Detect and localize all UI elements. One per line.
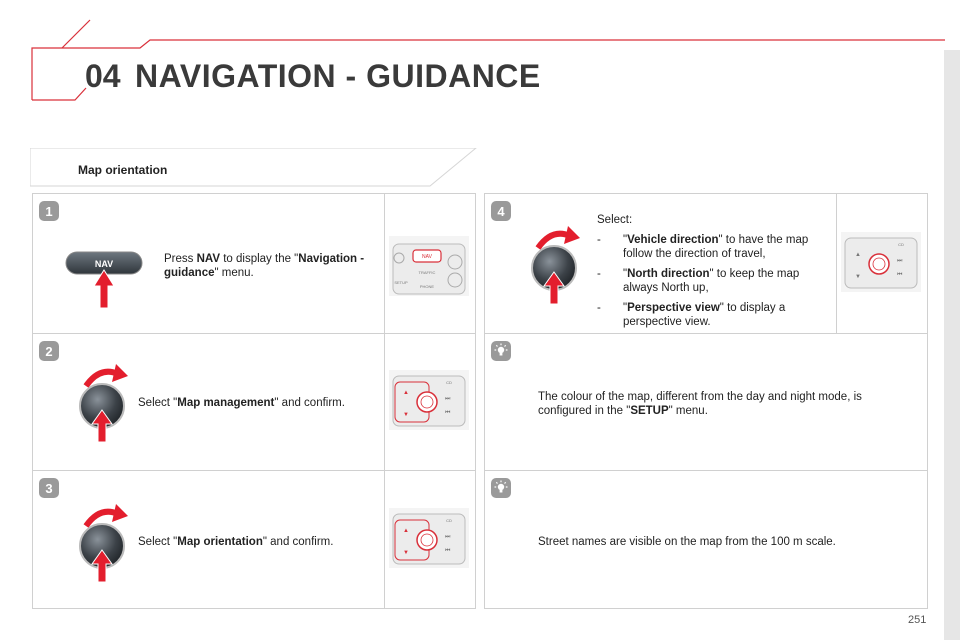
svg-text:NAV: NAV — [422, 254, 432, 260]
right-panel-image-divider — [836, 193, 837, 333]
left-panel-divider-1 — [32, 333, 476, 334]
svg-text:▼: ▼ — [403, 412, 409, 418]
svg-text:⏭: ⏭ — [445, 396, 451, 402]
nav-button-illustration — [64, 250, 148, 310]
svg-text:▲: ▲ — [403, 390, 409, 396]
option-vehicle-direction: - "Vehicle direction" to have the map follow the direction of travel, — [597, 234, 809, 260]
step-3-control-panel-image — [389, 508, 469, 568]
step-3-badge — [39, 478, 59, 498]
chapter-title: NAVIGATION - GUIDANCE — [135, 58, 541, 94]
tip-1-text: The colour of the map, different from the day and night mode, is configured in the "SETUP" menu. — [538, 391, 862, 417]
page-side-bar — [944, 50, 960, 640]
tip-1-lightbulb-icon — [491, 341, 511, 361]
step-2-rotary-knob-illustration — [70, 360, 140, 444]
step-1-control-panel-image — [389, 236, 469, 296]
svg-text:▼: ▼ — [855, 274, 861, 280]
tip-2-text: Street names are visible on the map from the 100 m scale. — [538, 536, 836, 548]
svg-text:CD: CD — [898, 242, 904, 247]
svg-text:▼: ▼ — [403, 550, 409, 556]
step-1-badge — [39, 201, 59, 221]
svg-text:CD: CD — [446, 518, 452, 523]
step-2-control-panel-image — [389, 370, 469, 430]
step-3-rotary-knob-illustration — [70, 500, 140, 584]
step-1-text: Press NAV to display the "Navigation - guidance" menu. — [164, 253, 365, 279]
page-number: 251 — [908, 614, 927, 626]
step-2-badge — [39, 341, 59, 361]
step-2-number: 2 — [45, 344, 53, 359]
step-4-text — [597, 213, 833, 335]
option-north-direction: - "North direction" to keep the map always North up, — [597, 268, 800, 294]
step-4-number: 4 — [497, 204, 505, 219]
svg-text:⏮: ⏮ — [445, 410, 451, 416]
left-panel-image-divider — [384, 193, 385, 609]
section-title: Map orientation — [78, 163, 168, 177]
svg-text:TRAFFIC: TRAFFIC — [418, 270, 436, 275]
svg-text:⏮: ⏮ — [897, 272, 903, 278]
step-4-control-panel-image — [841, 232, 921, 292]
step-4-rotary-knob-illustration — [522, 222, 592, 306]
svg-text:⏮: ⏮ — [445, 548, 451, 554]
right-panel-divider-2 — [484, 470, 928, 471]
step-3-number: 3 — [45, 481, 53, 496]
svg-text:PHONE: PHONE — [419, 284, 435, 289]
chapter-number: 04 — [85, 58, 121, 94]
svg-text:⏭: ⏭ — [897, 258, 903, 264]
svg-text:▲: ▲ — [403, 528, 409, 534]
svg-text:CD: CD — [446, 380, 452, 385]
tip-2-lightbulb-icon — [491, 478, 511, 498]
step-3-text: Select "Map orientation" and confirm. — [138, 536, 334, 548]
svg-text:⏭: ⏭ — [445, 534, 451, 540]
step-2-text: Select "Map management" and confirm. — [138, 397, 345, 409]
svg-text:▲: ▲ — [855, 252, 861, 258]
option-perspective-view: - "Perspective view" to display a perspective view. — [597, 302, 786, 328]
svg-text:SETUP: SETUP — [394, 280, 408, 285]
left-panel-divider-2 — [32, 470, 476, 471]
nav-button-label: NAV — [94, 259, 114, 269]
step-1-number: 1 — [45, 204, 53, 219]
step-4-badge — [491, 201, 511, 221]
step-4-intro: Select: — [597, 214, 633, 226]
